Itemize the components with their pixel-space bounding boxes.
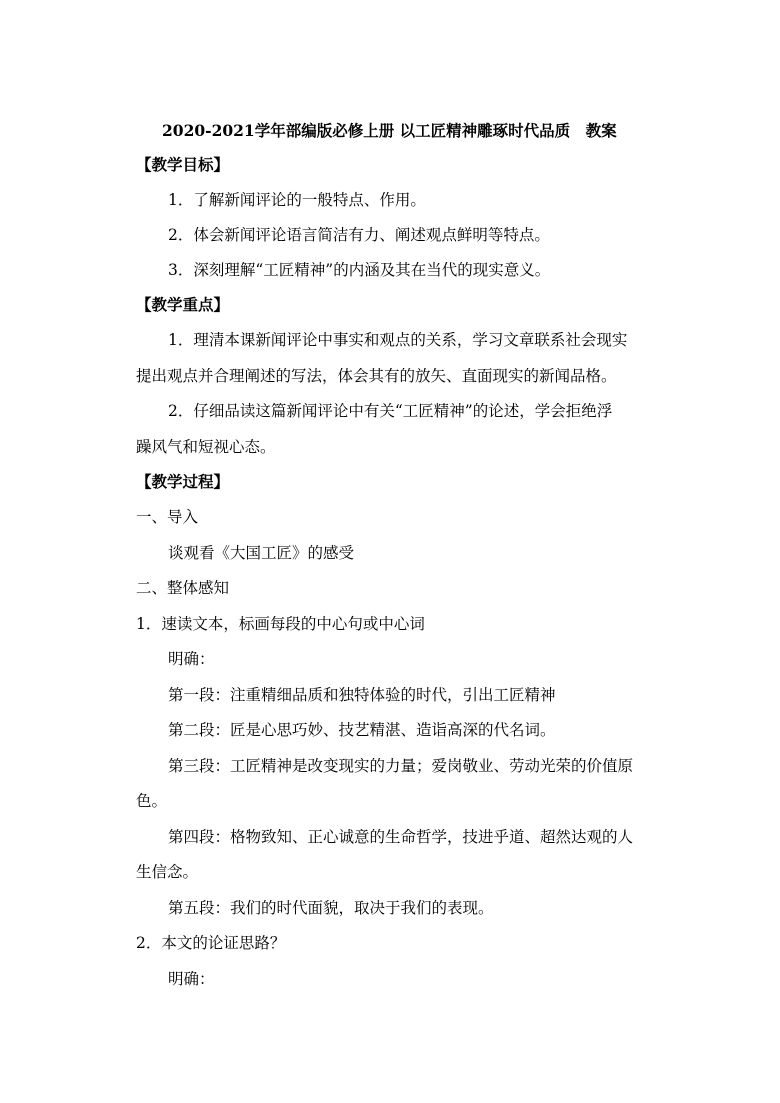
overview-heading: 二、整体感知 <box>136 579 230 597</box>
document-title: 2020-2021学年部编版必修上册 以工匠精神雕琢时代品质 教案 <box>162 121 617 140</box>
answer-label-2: 明确： <box>168 970 215 988</box>
paragraph-summary-3-line-1: 第三段：工匠精神是改变现实的力量；爱岗敬业、劳动光荣的价值原 <box>168 757 634 775</box>
process-heading: 【教学过程】 <box>136 472 230 491</box>
answer-label-1: 明确： <box>168 650 215 668</box>
paragraph-summary-3-line-2: 色。 <box>136 792 168 810</box>
focus-item-1-line-1: 1．理清本课新闻评论中事实和观点的关系，学习文章联系社会现实 <box>168 331 628 349</box>
focus-item-2-line-2: 躁风气和短视心态。 <box>136 438 276 456</box>
intro-text: 谈观看《大国工匠》的感受 <box>168 544 355 562</box>
paragraph-summary-4-line-2: 生信念。 <box>136 863 199 881</box>
paragraph-summary-5: 第五段：我们的时代面貌，取决于我们的表现。 <box>168 899 494 917</box>
paragraph-summary-4-line-1: 第四段：格物致知、正心诚意的生命哲学，技进乎道、超然达观的人 <box>168 828 634 846</box>
question-2: 2．本文的论证思路？ <box>136 934 286 952</box>
focus-item-2-line-1: 2．仔细品读这篇新闻评论中有关“工匠精神”的论述，学会拒绝浮 <box>168 402 613 420</box>
focus-heading: 【教学重点】 <box>136 295 230 314</box>
goals-heading: 【教学目标】 <box>136 155 230 174</box>
goal-item-2: 2．体会新闻评论语言简洁有力、阐述观点鲜明等特点。 <box>168 226 550 244</box>
paragraph-summary-2: 第二段：匠是心思巧妙、技艺精湛、造诣高深的代名词。 <box>168 721 556 739</box>
paragraph-summary-1: 第一段：注重精细品质和独特体验的时代，引出工匠精神 <box>168 686 556 704</box>
question-1: 1．速读文本，标画每段的中心句或中心词 <box>136 615 425 633</box>
focus-item-1-line-2: 提出观点并合理阐述的写法，体会其有的放矢、直面现实的新闻品格。 <box>136 367 617 385</box>
goal-item-1: 1．了解新闻评论的一般特点、作用。 <box>168 191 426 209</box>
goal-item-3: 3．深刻理解“工匠精神”的内涵及其在当代的现实意义。 <box>168 261 551 279</box>
intro-heading: 一、导入 <box>136 508 199 526</box>
